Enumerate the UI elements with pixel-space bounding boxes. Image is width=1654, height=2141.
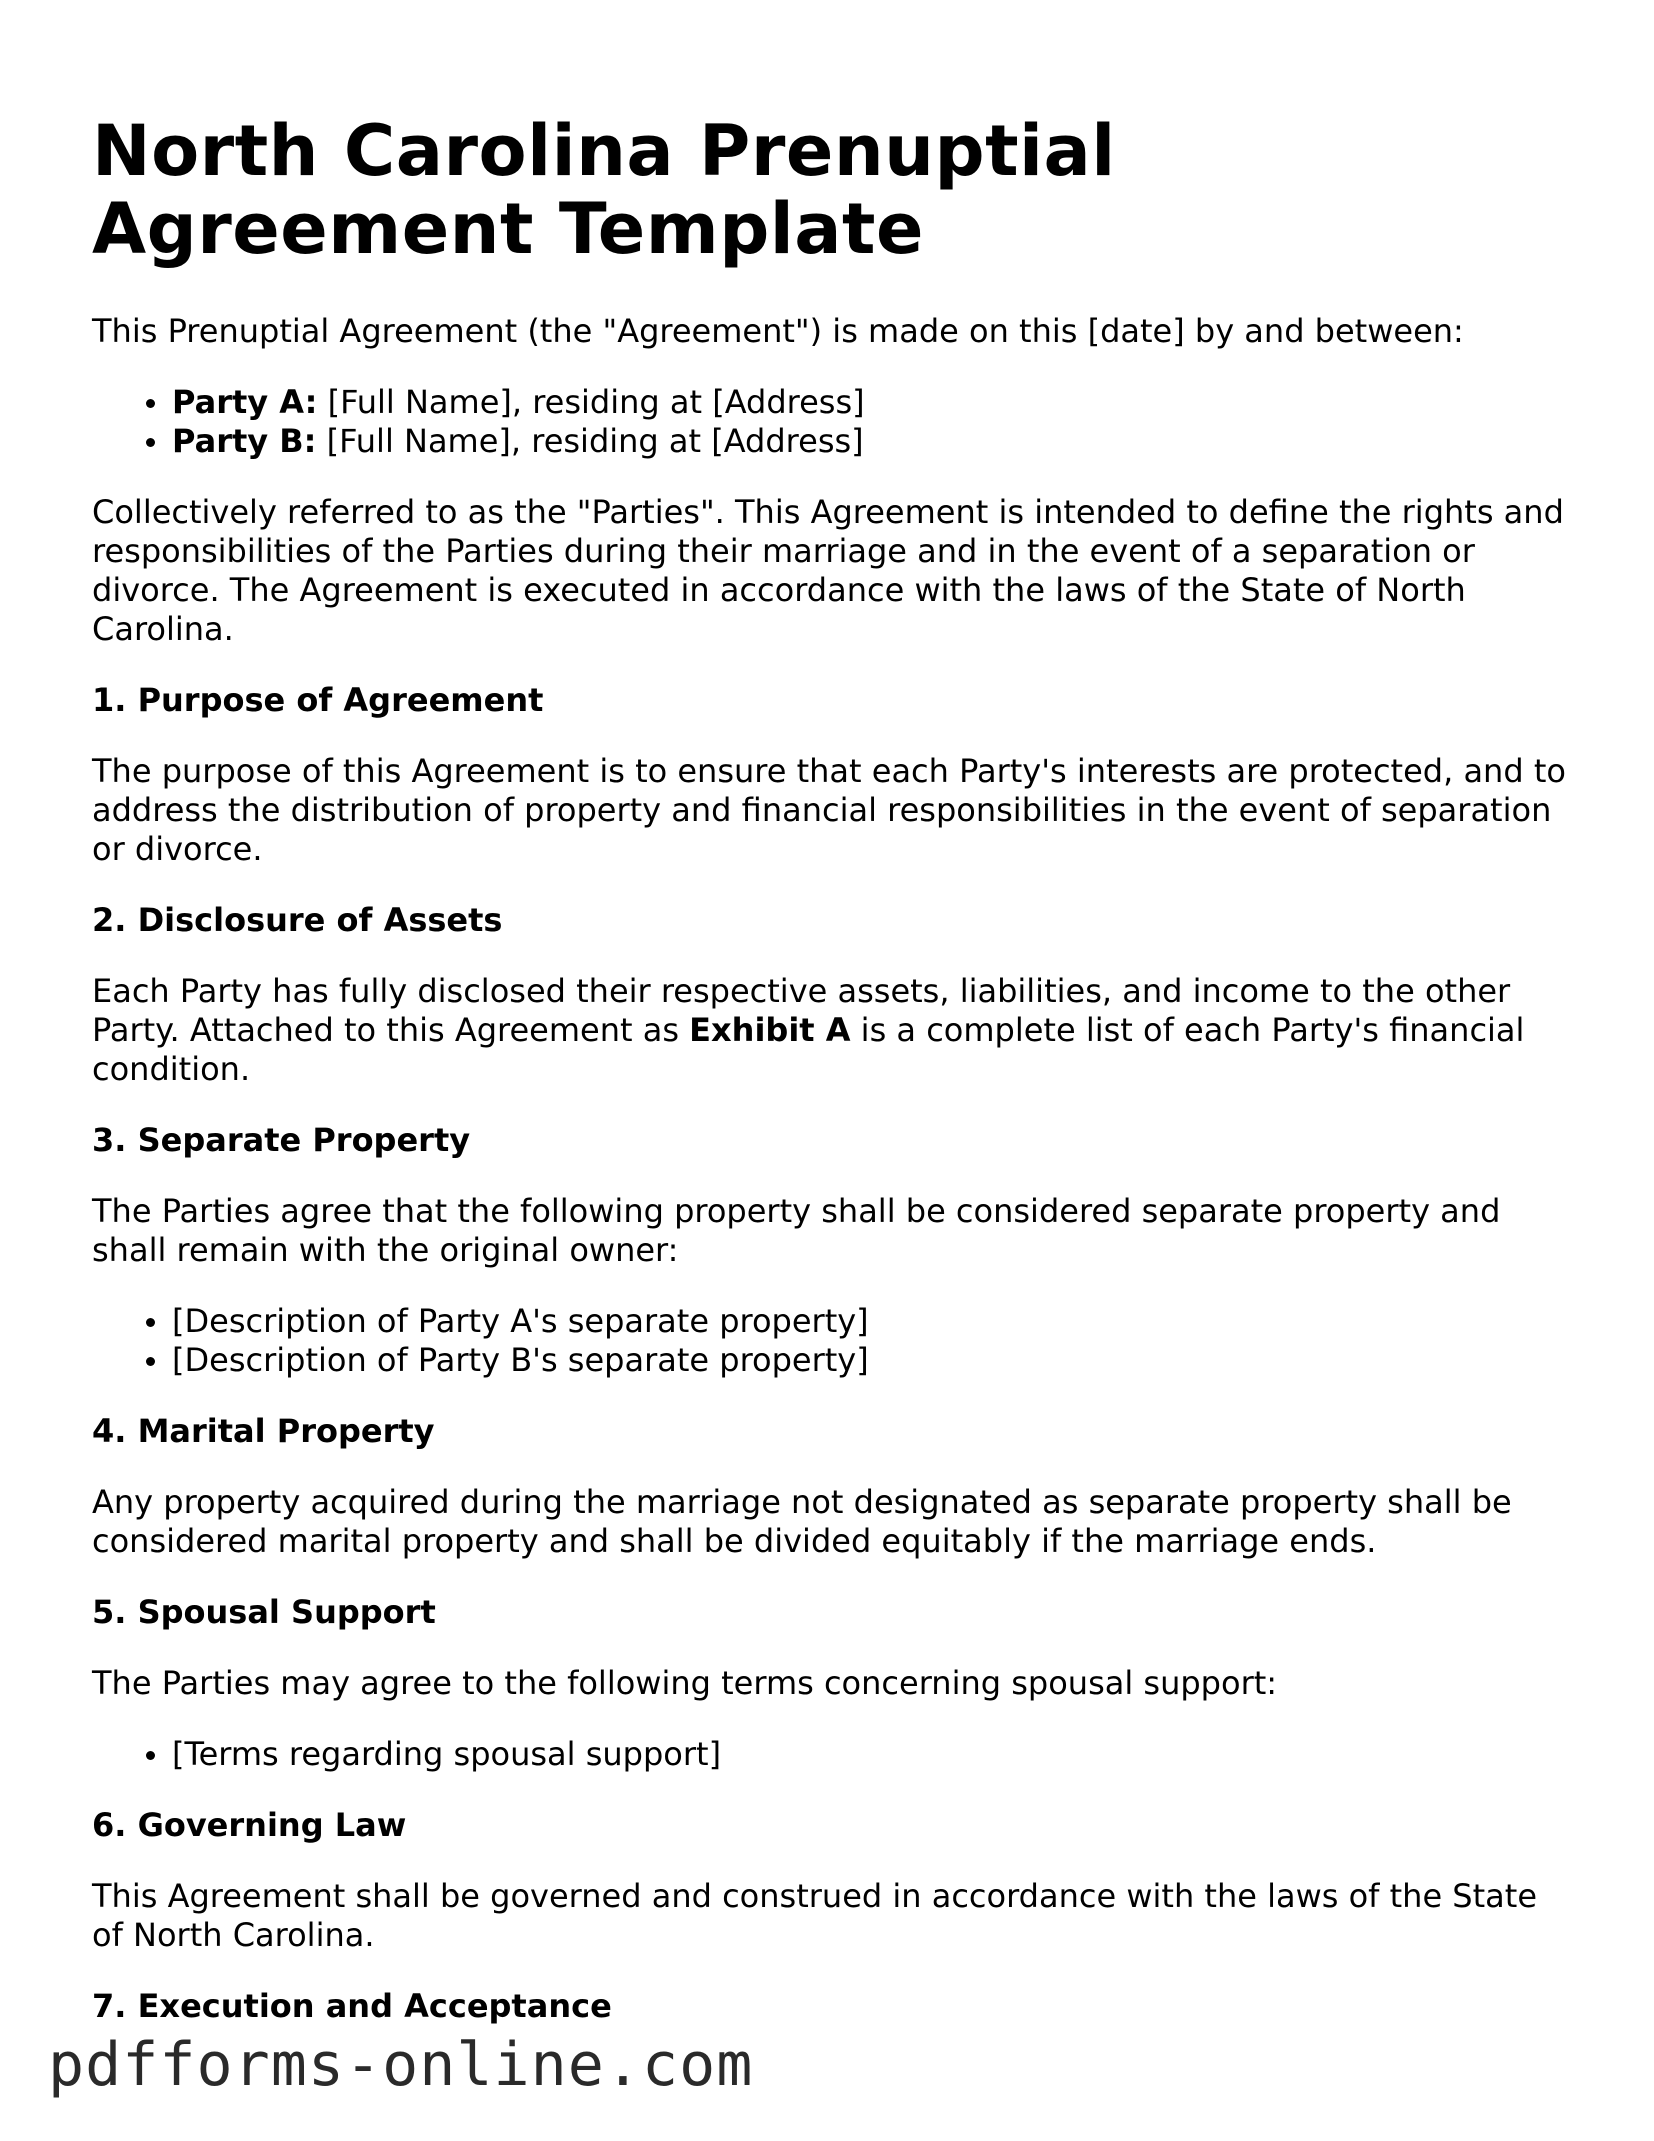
section-heading-separate-property: 3. Separate Property [92,1121,471,1159]
section-body-spousal-support: The Parties may agree to the following terms concerning spousal support: [92,1664,1278,1702]
list-item [172,383,1572,422]
section-body-disclosure [92,972,1572,1089]
parties-list [92,383,1572,461]
party-b-text: [Full Name], residing at [Address] [316,422,864,460]
party-a-text: [Full Name], residing at [Address] [317,383,865,421]
list-item: [Description of Party B's separate property] [172,1341,1572,1380]
section-body-purpose: The purpose of this Agreement is to ensure that each Party's interests are protected, and to address the distribution of property and financial responsibilities in the event of separation or divorce. [92,752,1566,868]
section-heading-spousal-support: 5. Spousal Support [92,1593,436,1631]
list-item: [Terms regarding spousal support] [172,1735,1572,1774]
section-heading-governing-law: 6. Governing Law [92,1806,407,1844]
section-heading-disclosure: 2. Disclosure of Assets [92,901,503,939]
separate-property-list [92,1302,1572,1380]
list-item: [Description of Party A's separate property] [172,1302,1572,1341]
watermark: pdfforms-online.com [48,2030,754,2100]
party-b-label: Party B: [172,422,317,460]
section-body-marital-property: Any property acquired during the marriage not designated as separate property shall be considered marital property and shall be divided equitably if the marriage ends. [92,1483,1512,1560]
section-heading-purpose: 1. Purpose of Agreement [92,681,544,719]
section-heading-marital-property: 4. Marital Property [92,1412,435,1450]
disclosure-text-pre: Each Party has fully disclosed their respective assets, liabilities, and income to the other Party. Attached to this Agreement as [92,972,1511,1049]
intro-paragraph: This Prenuptial Agreement (the "Agreement") is made on this [date] by and between: [92,312,1464,350]
section-body-separate-property: The Parties agree that the following property shall be considered separate property and shall remain with the original owner: [92,1192,1501,1269]
disclosure-text-post: is a complete list of each Party's financial condition. [92,1011,1525,1088]
list-item [172,422,1572,461]
spousal-support-list [92,1735,1572,1774]
exhibit-a-reference: Exhibit A [689,1011,851,1049]
section-body-governing-law: This Agreement shall be governed and construed in accordance with the laws of the State of North Carolina. [92,1877,1537,1954]
section-heading-execution: 7. Execution and Acceptance [92,1987,612,2025]
document-page [92,112,1572,2058]
document-title: North Carolina Prenuptial Agreement Template [92,110,1116,270]
collective-paragraph: Collectively referred to as the "Parties". This Agreement is intended to define the rights and responsibilities of the Parties during their marriage and in the event of a separation or divorce. The Agreement is executed in accordance with the laws of the State of North Carolina. [92,493,1564,648]
party-a-label: Party A: [172,383,318,421]
